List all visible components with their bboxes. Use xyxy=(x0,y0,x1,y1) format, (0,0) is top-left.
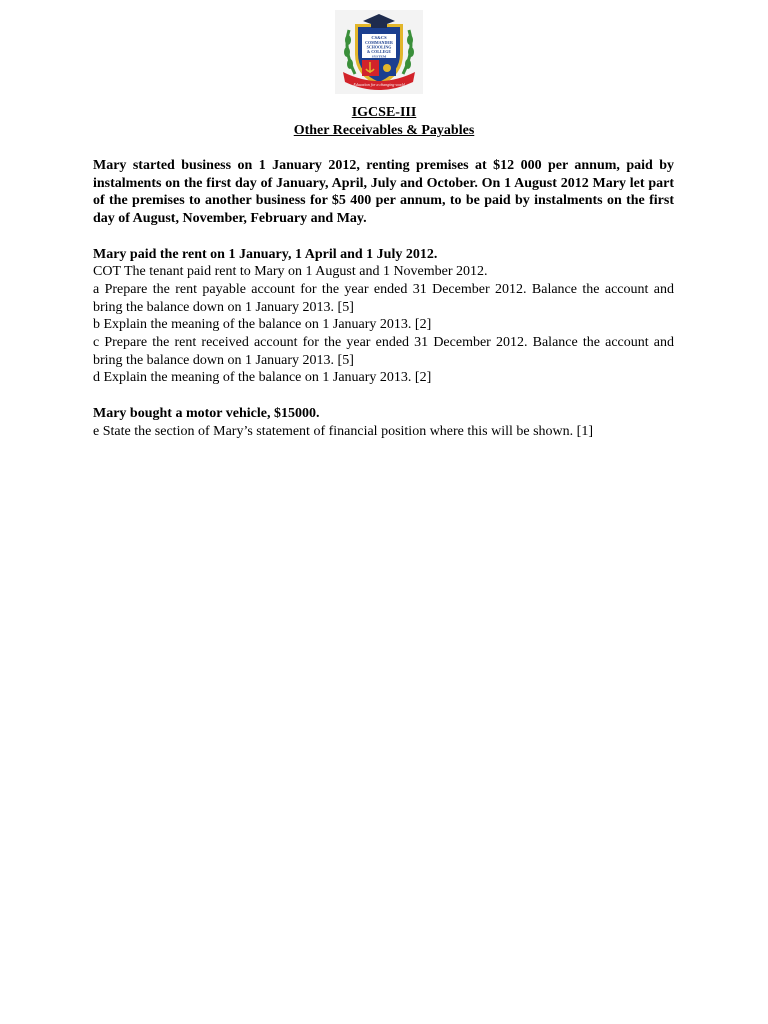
vehicle-statement: Mary bought a motor vehicle, $15000. xyxy=(93,405,320,421)
paragraph-spacer xyxy=(93,228,674,246)
question-a: a Prepare the rent payable account for the year ended 31 December 2012. Balance the account and bring the balance down on 1 January 2013. [5] xyxy=(93,281,674,315)
intro-paragraph: Mary started business on 1 January 2012, renting premises at $12 000 per annum, paid by instalments on the first day of January, April, July and October. On 1 August 2012 Mary let part of the premises to another business for $5 400 per annum, to be paid by instalments on the first day of August, November, February and May. xyxy=(93,158,674,227)
logo-text-line: SCHOOLING xyxy=(366,44,392,50)
logo-text-line: CS&CS xyxy=(371,35,387,40)
question-e: e State the section of Mary’s statement of financial position where this will be shown. [1] xyxy=(93,423,593,439)
paragraph-spacer xyxy=(93,387,674,405)
school-logo xyxy=(335,10,423,94)
logo-text-line: SYSTEM xyxy=(371,54,387,59)
logo-text-line: COMMANDER xyxy=(365,40,393,45)
school-crest-icon xyxy=(335,10,423,94)
document-body xyxy=(93,157,674,440)
tenant-paid-statement: COT The tenant paid rent to Mary on 1 August and 1 November 2012. xyxy=(93,264,488,280)
logo-banner-text: Education for a changing world xyxy=(353,82,405,87)
question-d: d Explain the meaning of the balance on 1 January 2013. [2] xyxy=(93,370,432,386)
course-title: IGCSE-III xyxy=(351,105,417,120)
topic-title: Other Receivables & Payables xyxy=(293,123,475,138)
logo-text-line: & COLLEGE xyxy=(366,49,392,54)
rent-paid-statement: Mary paid the rent on 1 January, 1 April and 1 July 2012. xyxy=(93,246,438,262)
document-header xyxy=(0,104,768,140)
question-b: b Explain the meaning of the balance on 1 January 2013. [2] xyxy=(93,317,432,333)
question-c: c Prepare the rent received account for the year ended 31 December 2012. Balance the account and bring the balance down on 1 January 2013. [5] xyxy=(93,335,674,368)
